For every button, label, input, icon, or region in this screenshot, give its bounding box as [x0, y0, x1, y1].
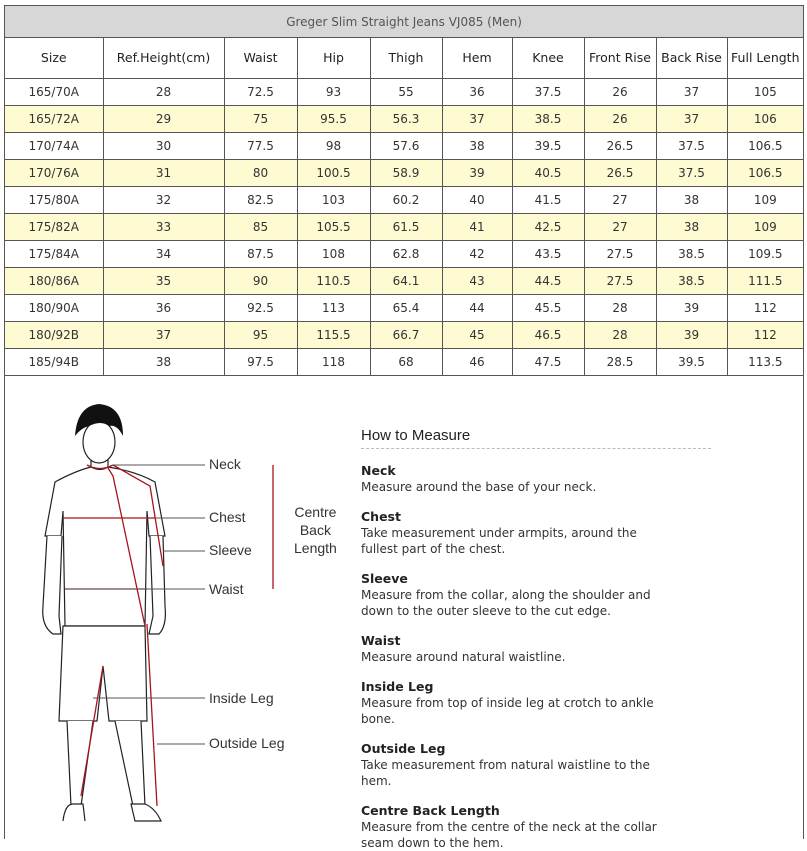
label-neck: Neck: [209, 456, 241, 472]
table-row: [5, 214, 803, 241]
table-cell: 47.5: [512, 349, 584, 376]
table-cell: 56.3: [370, 106, 442, 133]
table-cell: 112: [727, 322, 803, 349]
measure-item-description: Measure around natural waistline.: [361, 650, 566, 664]
table-cell: 180/90A: [5, 295, 103, 322]
table-row: [5, 79, 803, 106]
table-header-row: [5, 38, 803, 79]
column-header: Back Rise: [656, 38, 727, 79]
table-row: [5, 295, 803, 322]
measure-item: [361, 463, 711, 495]
table-cell: 100.5: [297, 160, 370, 187]
table-cell: 28: [584, 322, 656, 349]
table-row: [5, 241, 803, 268]
table-cell: 26.5: [584, 133, 656, 160]
table-cell: 27.5: [584, 241, 656, 268]
table-cell: 62.8: [370, 241, 442, 268]
column-header: Thigh: [370, 38, 442, 79]
table-cell: 180/86A: [5, 268, 103, 295]
table-cell: 28.5: [584, 349, 656, 376]
table-row: [5, 106, 803, 133]
measure-item-description: Measure from the collar, along the shoulder and down to the outer sleeve to the cut edge.: [361, 588, 651, 618]
column-header: Full Length: [727, 38, 803, 79]
table-row: [5, 160, 803, 187]
table-cell: 38: [656, 214, 727, 241]
table-row: [5, 268, 803, 295]
left-leg-shape: [67, 721, 93, 806]
column-header: Waist: [224, 38, 297, 79]
table-title: Greger Slim Straight Jeans VJ085 (Men): [5, 6, 803, 38]
table-cell: 26.5: [584, 160, 656, 187]
table-cell: 72.5: [224, 79, 297, 106]
table-cell: 42: [442, 241, 512, 268]
table-cell: 43.5: [512, 241, 584, 268]
column-header: Front Rise: [584, 38, 656, 79]
measure-item-term: Waist: [361, 633, 401, 648]
table-cell: 98: [297, 133, 370, 160]
table-cell: 95.5: [297, 106, 370, 133]
label-inside-leg: Inside Leg: [209, 690, 274, 706]
table-cell: 185/94B: [5, 349, 103, 376]
table-body: [5, 79, 803, 376]
table-cell: 40: [442, 187, 512, 214]
table-cell: 39: [656, 322, 727, 349]
table-cell: 40.5: [512, 160, 584, 187]
table-cell: 105: [727, 79, 803, 106]
measure-item: [361, 509, 711, 557]
table-cell: 175/84A: [5, 241, 103, 268]
table-cell: 37: [442, 106, 512, 133]
table-cell: 44: [442, 295, 512, 322]
table-cell: 97.5: [224, 349, 297, 376]
table-cell: 103: [297, 187, 370, 214]
table-cell: 80: [224, 160, 297, 187]
table-cell: 165/72A: [5, 106, 103, 133]
column-header: Hem: [442, 38, 512, 79]
table-cell: 64.1: [370, 268, 442, 295]
label-sleeve: Sleeve: [209, 542, 252, 558]
table-cell: 45.5: [512, 295, 584, 322]
measure-item-term: Sleeve: [361, 571, 408, 586]
table-cell: 55: [370, 79, 442, 106]
table-cell: 29: [103, 106, 224, 133]
measure-item: [361, 571, 711, 619]
table-cell: 109.5: [727, 241, 803, 268]
table-cell: 106: [727, 106, 803, 133]
table-cell: 115.5: [297, 322, 370, 349]
table-cell: 27: [584, 187, 656, 214]
table-cell: 93: [297, 79, 370, 106]
table-cell: 37: [656, 106, 727, 133]
table-cell: 108: [297, 241, 370, 268]
table-cell: 165/70A: [5, 79, 103, 106]
table-cell: 39.5: [656, 349, 727, 376]
column-header: Size: [5, 38, 103, 79]
measure-item-term: Inside Leg: [361, 679, 434, 694]
table-cell: 65.4: [370, 295, 442, 322]
table-cell: 170/76A: [5, 160, 103, 187]
table-cell: 175/82A: [5, 214, 103, 241]
how-to-measure-title: How to Measure: [361, 427, 711, 449]
table-row: [5, 322, 803, 349]
table-cell: 38.5: [512, 106, 584, 133]
measure-item: [361, 741, 711, 789]
table-cell: 57.6: [370, 133, 442, 160]
label-outside-leg: Outside Leg: [209, 735, 285, 751]
measure-item-term: Centre Back Length: [361, 803, 500, 818]
table-cell: 113.5: [727, 349, 803, 376]
how-to-measure-panel: [361, 427, 711, 851]
table-cell: 28: [103, 79, 224, 106]
table-cell: 113: [297, 295, 370, 322]
table-row: [5, 133, 803, 160]
measure-item-description: Take measurement from natural waistline to the hem.: [361, 758, 650, 788]
table-cell: 36: [442, 79, 512, 106]
table-cell: 77.5: [224, 133, 297, 160]
table-cell: 41: [442, 214, 512, 241]
table-cell: 46.5: [512, 322, 584, 349]
table-cell: 26: [584, 79, 656, 106]
table-cell: 28: [584, 295, 656, 322]
table-cell: 38: [103, 349, 224, 376]
table-cell: 39.5: [512, 133, 584, 160]
table-cell: 37.5: [512, 79, 584, 106]
table-cell: 27: [584, 214, 656, 241]
table-cell: 27.5: [584, 268, 656, 295]
measure-item-description: Measure around the base of your neck.: [361, 480, 597, 494]
head-shape: [83, 421, 115, 463]
right-leg-shape: [115, 721, 145, 806]
table-cell: 37: [656, 79, 727, 106]
table-cell: 37.5: [656, 133, 727, 160]
table-cell: 46: [442, 349, 512, 376]
measure-item-description: Measure from the centre of the neck at the collar seam down to the hem.: [361, 820, 657, 850]
table-cell: 61.5: [370, 214, 442, 241]
table-cell: 68: [370, 349, 442, 376]
table-cell: 109: [727, 187, 803, 214]
measure-item-description: Take measurement under armpits, around the fullest part of the chest.: [361, 526, 637, 556]
table-cell: 37: [103, 322, 224, 349]
table-cell: 180/92B: [5, 322, 103, 349]
table-cell: 90: [224, 268, 297, 295]
table-cell: 106.5: [727, 160, 803, 187]
table-cell: 38: [442, 133, 512, 160]
measure-item: [361, 633, 711, 665]
right-arm-shape: [149, 536, 165, 634]
table-cell: 30: [103, 133, 224, 160]
table-cell: 170/74A: [5, 133, 103, 160]
tshirt-shape: [45, 467, 165, 626]
table-cell: 44.5: [512, 268, 584, 295]
table-cell: 60.2: [370, 187, 442, 214]
measure-item-term: Neck: [361, 463, 396, 478]
table-cell: 45: [442, 322, 512, 349]
table-row: [5, 187, 803, 214]
table-cell: 26: [584, 106, 656, 133]
table-cell: 41.5: [512, 187, 584, 214]
table-cell: 175/80A: [5, 187, 103, 214]
table-cell: 111.5: [727, 268, 803, 295]
measure-item: [361, 803, 711, 851]
table-cell: 33: [103, 214, 224, 241]
table-cell: 118: [297, 349, 370, 376]
measure-item-term: Outside Leg: [361, 741, 446, 756]
table-cell: 34: [103, 241, 224, 268]
table-cell: 35: [103, 268, 224, 295]
table-cell: 66.7: [370, 322, 442, 349]
table-cell: 36: [103, 295, 224, 322]
table-cell: 85: [224, 214, 297, 241]
table-cell: 42.5: [512, 214, 584, 241]
table-cell: 31: [103, 160, 224, 187]
table-cell: 32: [103, 187, 224, 214]
table-cell: 92.5: [224, 295, 297, 322]
size-chart-sheet: [4, 5, 804, 850]
table-cell: 39: [656, 295, 727, 322]
measure-item-description: Measure from top of inside leg at crotch to ankle bone.: [361, 696, 654, 726]
size-table: [5, 6, 803, 376]
label-waist: Waist: [209, 581, 244, 597]
measure-guide: [5, 376, 803, 850]
label-centre-back-length: Centre Back Length: [294, 504, 337, 556]
table-cell: 58.9: [370, 160, 442, 187]
table-cell: 43: [442, 268, 512, 295]
table-cell: 38.5: [656, 241, 727, 268]
table-cell: 110.5: [297, 268, 370, 295]
table-cell: 95: [224, 322, 297, 349]
table-cell: 109: [727, 214, 803, 241]
table-cell: 112: [727, 295, 803, 322]
table-cell: 75: [224, 106, 297, 133]
table-cell: 82.5: [224, 187, 297, 214]
table-cell: 105.5: [297, 214, 370, 241]
column-header: Ref.Height(cm): [103, 38, 224, 79]
left-arm-shape: [43, 536, 62, 634]
label-chest: Chest: [209, 509, 246, 525]
column-header: Knee: [512, 38, 584, 79]
measure-item-term: Chest: [361, 509, 401, 524]
table-cell: 38: [656, 187, 727, 214]
table-row: [5, 349, 803, 376]
table-cell: 39: [442, 160, 512, 187]
table-cell: 106.5: [727, 133, 803, 160]
table-cell: 87.5: [224, 241, 297, 268]
table-cell: 38.5: [656, 268, 727, 295]
measure-item: [361, 679, 711, 727]
how-to-measure-list: [361, 463, 711, 851]
shorts-shape: [59, 626, 147, 721]
outside-leg-measure-line: [147, 624, 157, 806]
table-cell: 37.5: [656, 160, 727, 187]
column-header: Hip: [297, 38, 370, 79]
